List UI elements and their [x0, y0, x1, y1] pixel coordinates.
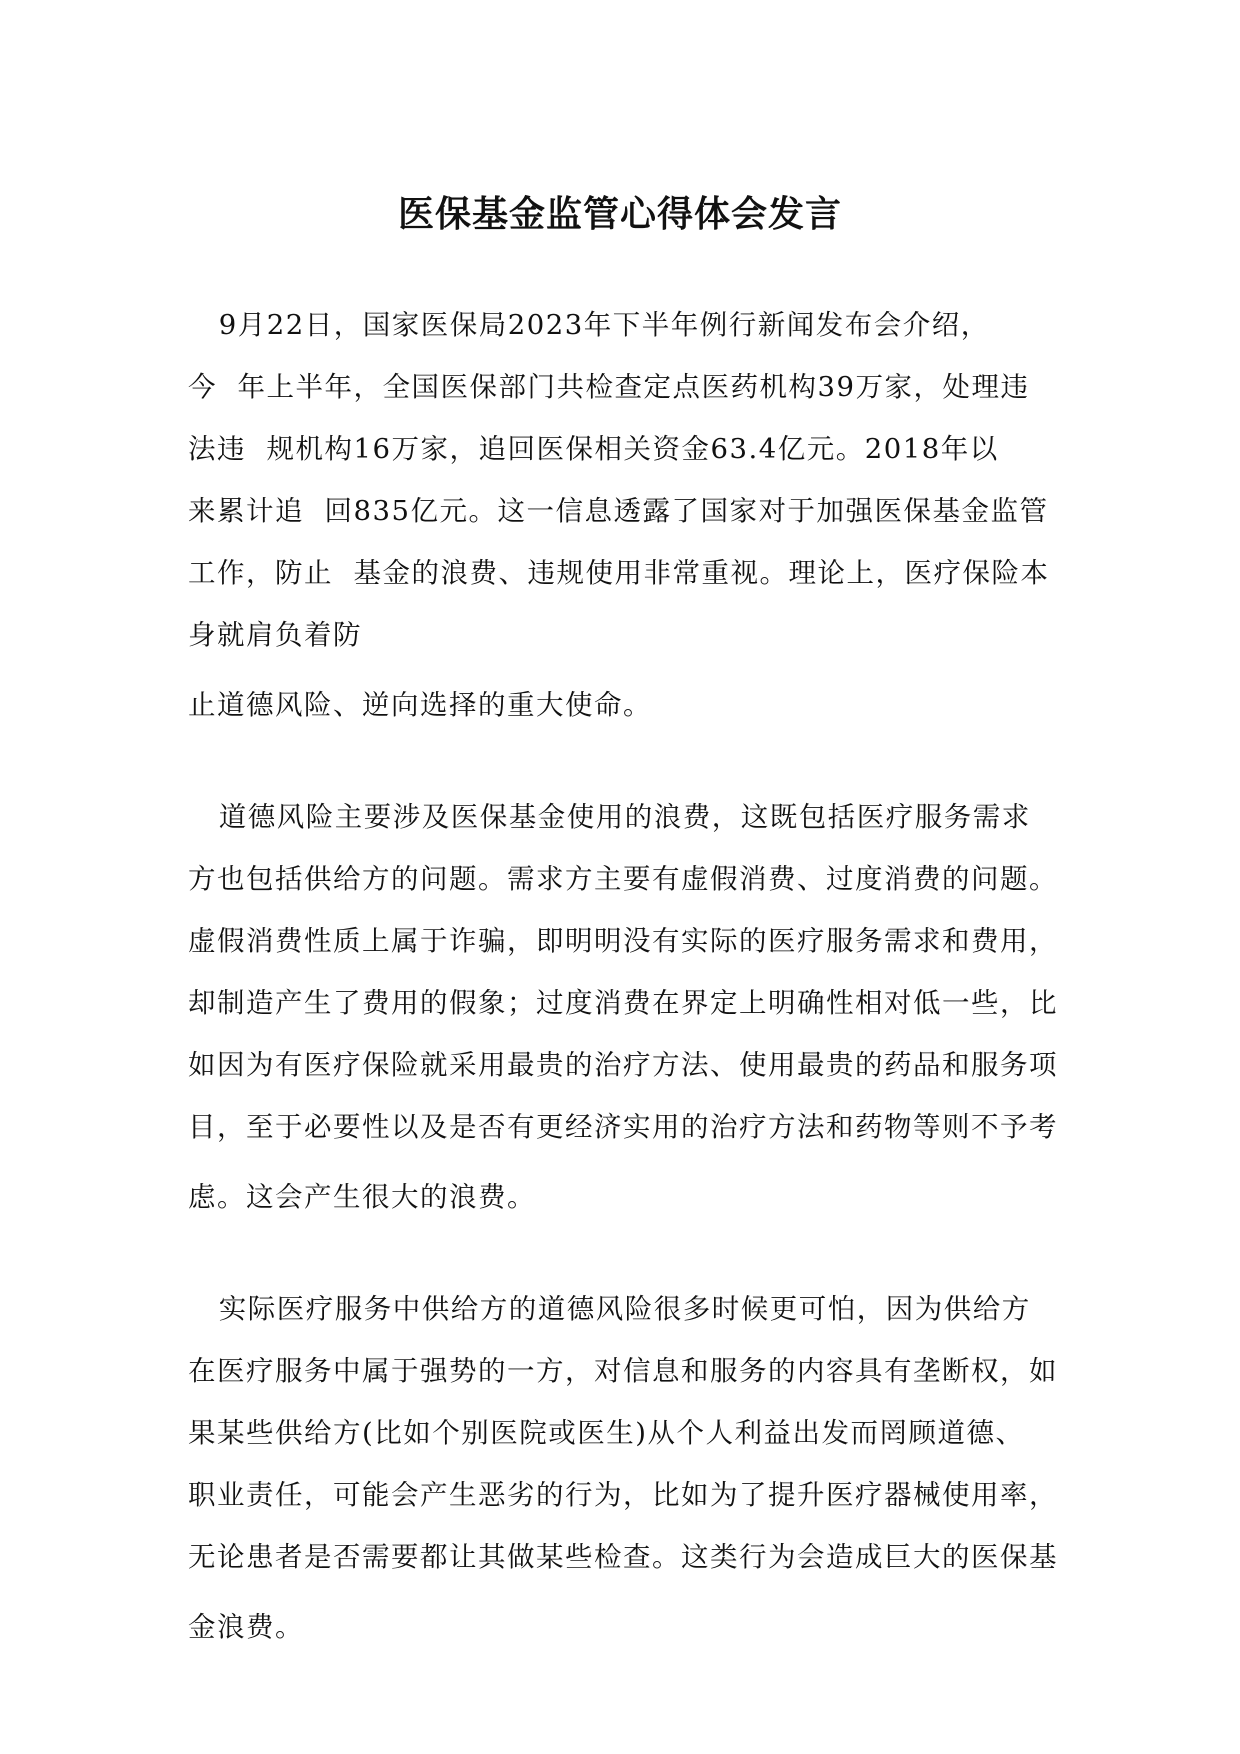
- paragraph-3: [188, 1278, 1068, 1658]
- paragraph-line: 方也包括供给方的问题。需求方主要有虚假消费、过度消费的问题。: [188, 863, 1058, 895]
- paragraph-line: 法违 规机构16万家，追回医保相关资金63.4亿元。2018年以: [188, 433, 999, 465]
- paragraph-line: 来累计追 回835亿元。这一信息透露了国家对于加强医保基金监管: [188, 495, 1049, 527]
- paragraph-line: 果某些供给方(比如个别医院或医生)从个人利益出发而罔顾道德、: [188, 1417, 1025, 1449]
- paragraph-line: 道德风险主要涉及医保基金使用的浪费，这既包括医疗服务需求: [188, 801, 1031, 833]
- document-title: 医保基金监管心得体会发言: [397, 193, 842, 235]
- paragraph-2: [188, 786, 1068, 1228]
- paragraph-line: 今 年上半年，全国医保部门共检查定点医药机构39万家，处理违: [188, 371, 1030, 403]
- paragraph-line: 实际医疗服务中供给方的道德风险很多时候更可怕，因为供给方: [188, 1293, 1031, 1325]
- paragraph-line: 目，至于必要性以及是否有更经济实用的治疗方法和药物等则不予考: [188, 1111, 1058, 1143]
- paragraph-line: 职业责任，可能会产生恶劣的行为，比如为了提升医疗器械使用率，: [188, 1479, 1058, 1511]
- paragraph-line: 在医疗服务中属于强势的一方，对信息和服务的内容具有垄断权，如: [188, 1355, 1058, 1387]
- paragraph-line: 无论患者是否需要都让其做某些检查。这类行为会造成巨大的医保基: [188, 1541, 1058, 1573]
- paragraph-1: [188, 294, 1068, 736]
- paragraph-line: 9月22日，国家医保局2023年下半年例行新闻发布会介绍，: [188, 309, 990, 341]
- paragraph-line: 工作，防止 基金的浪费、违规使用非常重视。理论上，医疗保险本: [188, 557, 1050, 589]
- paragraph-line: 却制造产生了费用的假象；过度消费在界定上明确性相对低一些，比: [188, 987, 1058, 1019]
- paragraph-line: 身就肩负着防: [188, 619, 362, 651]
- paragraph-line: 金浪费。: [188, 1611, 304, 1643]
- paragraph-line: 虑。这会产生很大的浪费。: [188, 1181, 536, 1213]
- paragraph-line: 如因为有医疗保险就采用最贵的治疗方法、使用最贵的药品和服务项: [188, 1049, 1058, 1081]
- paragraph-line: 虚假消费性质上属于诈骗，即明明没有实际的医疗服务需求和费用，: [188, 925, 1058, 957]
- paragraph-line: 止道德风险、逆向选择的重大使命。: [188, 689, 652, 721]
